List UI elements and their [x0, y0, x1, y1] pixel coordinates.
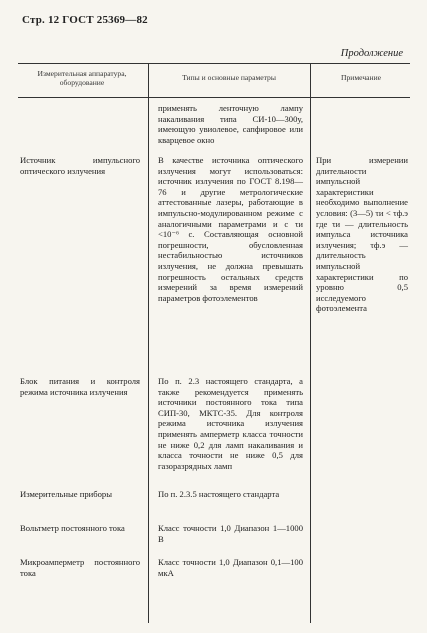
- row-0-params: применять ленточную лампу накаливания типа СИ-10—300у, имеющую увиолевое, сапфировое или кварцевое окно: [158, 103, 303, 145]
- column-header-note: Примечание: [340, 73, 382, 82]
- continuation-label: Продолжение: [340, 48, 403, 59]
- row-1-equipment: Источник импульсного оптического излучения: [20, 155, 140, 176]
- column-header-params: Типы и основные параметры: [182, 73, 276, 82]
- row-4-equipment: Вольтметр постоянного тока: [20, 523, 125, 533]
- row-1-note: При измерении длительности импульсной характеристики необходимо выполнение условия: (3—5) τи < τф.э где τи — длительность импульса источника излучения; τф.э — длительность импульсной характеристики по уровню 0,5 исследуемого фотоэлемента: [316, 155, 408, 314]
- row-5-params: Класс точности 1,0 Диапазон 0,1—100 мкА: [158, 557, 303, 578]
- row-1-params: В качестве источника оптического излучения могут использоваться: источник излучения по ГОСТ 8.198—76 и другие метрологические аттестованные лазеры, работающие в импульсно-модулированном режиме с аналогичными параметрами и с τи <10⁻⁶ с. Составляющая основной погрешности, обусловленная нестабильностью источников излучения, не должна превышать погрешность остальных средств измерений за время измерений параметров фотоэлементов: [158, 155, 303, 303]
- column-divider-1: [148, 63, 149, 623]
- column-header-equipment: Измерительная аппаратура, оборудование: [37, 69, 127, 87]
- row-3-equipment: Измерительные приборы: [20, 489, 112, 499]
- row-4-params: Класс точности 1,0 Диапазон 1—1000 В: [158, 523, 303, 544]
- parameters-table: [18, 63, 410, 623]
- row-5-equipment: Микроамперметр постоянного тока: [20, 557, 140, 578]
- row-2-equipment: Блок питания и контроля режима источника излучения: [20, 376, 140, 397]
- header-bottom-rule: [18, 97, 410, 98]
- row-3-params: По п. 2.3.5 настоящего стандарта: [158, 489, 280, 499]
- column-divider-2: [310, 63, 311, 623]
- row-2-params: По п. 2.3 настоящего стандарта, а также рекомендуется применять источники постоянного тока типа СИП-30, МКТС-35. Для контроля режима источника излучения применять амперметр класса точности не ниже 0,2 для ламп накаливания и класса точности не ниже 0,5 для газоразрядных ламп: [158, 376, 303, 471]
- table-top-rule: [18, 63, 410, 64]
- page-header: Стр. 12 ГОСТ 25369—82: [22, 14, 148, 26]
